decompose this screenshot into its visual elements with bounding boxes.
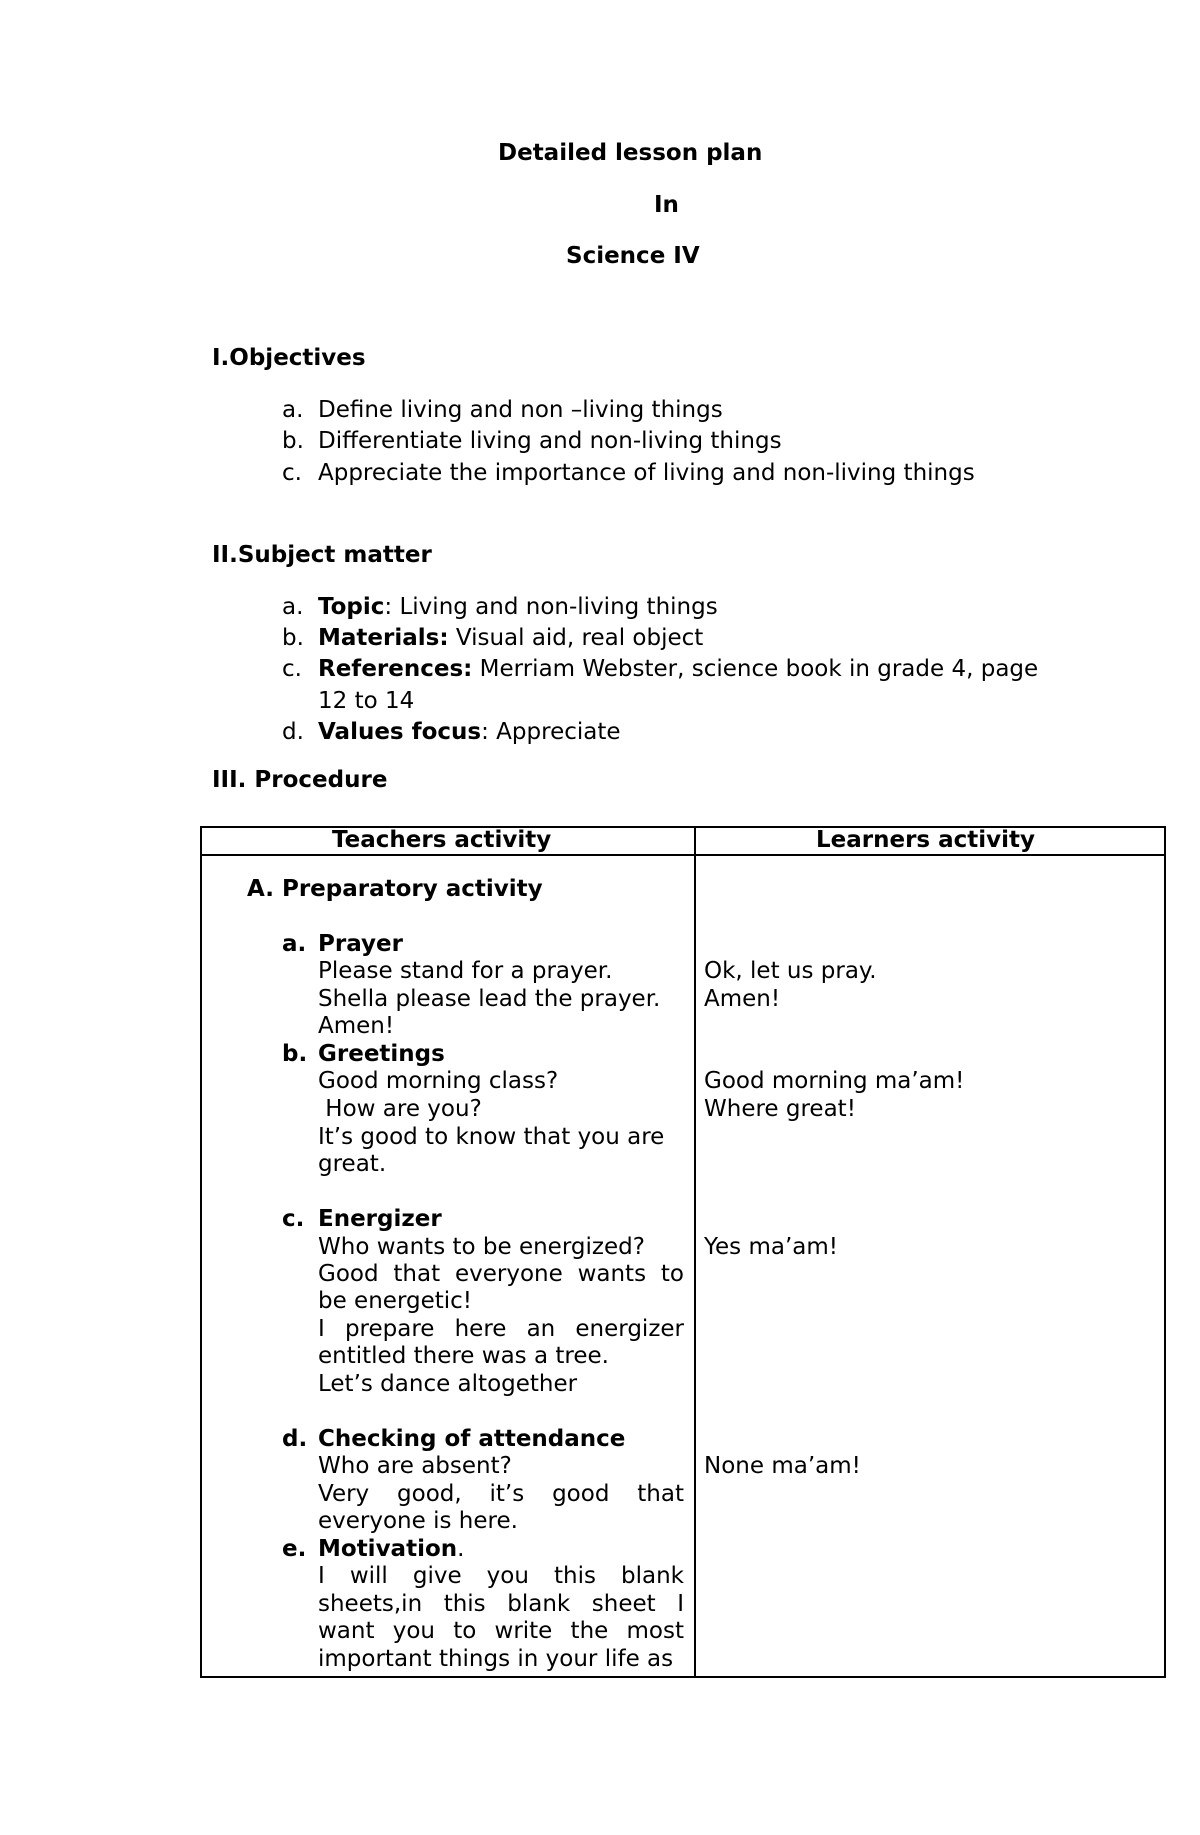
teacher-line: want you to write the most bbox=[318, 1618, 684, 1644]
section-preparatory: A. Preparatory activity bbox=[247, 876, 543, 902]
motivation-title-line bbox=[318, 1536, 464, 1564]
objective-text: Define living and non –living things bbox=[318, 397, 723, 423]
objective-text: Appreciate the importance of living and non-living things bbox=[318, 460, 975, 486]
energizer-title: Energizer bbox=[318, 1206, 442, 1232]
teacher-line: Let’s dance altogether bbox=[318, 1371, 578, 1397]
prayer-marker: a. bbox=[282, 931, 307, 957]
list-marker: c. bbox=[282, 656, 302, 682]
list-marker: a. bbox=[282, 397, 304, 423]
greetings-title: Greetings bbox=[318, 1041, 445, 1067]
column-header-teacher: Teachers activity bbox=[332, 827, 552, 853]
motivation-title: Motivation bbox=[318, 1536, 458, 1562]
teacher-line: Who wants to be energized? bbox=[318, 1234, 645, 1260]
prayer-title: Prayer bbox=[318, 931, 403, 957]
attendance-title: Checking of attendance bbox=[318, 1426, 626, 1452]
motivation-title-suffix: . bbox=[457, 1536, 465, 1562]
subject-label: Materials: bbox=[318, 625, 449, 651]
subject-value: Visual aid, real object bbox=[448, 625, 704, 651]
objective-text: Differentiate living and non-living things bbox=[318, 428, 782, 454]
greetings-marker: b. bbox=[282, 1041, 308, 1067]
subject-label: Values focus bbox=[318, 719, 482, 745]
list-marker: b. bbox=[282, 428, 304, 454]
doc-subject: Science IV bbox=[566, 243, 700, 269]
doc-title-in: In bbox=[654, 192, 679, 218]
teacher-line: I will give you this blank bbox=[318, 1563, 684, 1589]
list-marker: d. bbox=[282, 719, 304, 745]
learner-line: Yes ma’am! bbox=[704, 1234, 838, 1260]
learner-line: None ma’am! bbox=[704, 1453, 861, 1479]
teacher-line: everyone is here. bbox=[318, 1508, 518, 1534]
list-marker: a. bbox=[282, 594, 304, 620]
teacher-line: Shella please lead the prayer. bbox=[318, 986, 661, 1012]
teacher-line: Who are absent? bbox=[318, 1453, 512, 1479]
teacher-line: It’s good to know that you are bbox=[318, 1124, 665, 1150]
teacher-line: sheets,in this blank sheet I bbox=[318, 1591, 684, 1617]
subject-matter-heading: II.Subject matter bbox=[212, 542, 432, 568]
teacher-line: Please stand for a prayer. bbox=[318, 958, 613, 984]
teacher-line: Amen! bbox=[318, 1013, 395, 1039]
objectives-heading: I.Objectives bbox=[212, 345, 366, 371]
teacher-line: great. bbox=[318, 1151, 387, 1177]
table-header-divider bbox=[200, 854, 1166, 856]
doc-title: Detailed lesson plan bbox=[498, 140, 763, 166]
subject-value: Merriam Webster, science book in grade 4, page bbox=[472, 656, 1039, 682]
subject-value: : Appreciate bbox=[481, 719, 621, 745]
procedure-heading: III. Procedure bbox=[212, 767, 388, 793]
table-column-divider bbox=[694, 826, 696, 1678]
teacher-line: Very good, it’s good that bbox=[318, 1481, 684, 1507]
subject-label: Topic bbox=[318, 594, 385, 620]
teacher-line: entitled there was a tree. bbox=[318, 1343, 609, 1369]
subject-value: : Living and non-living things bbox=[384, 594, 718, 620]
teacher-line: Good morning class? bbox=[318, 1068, 559, 1094]
energizer-marker: c. bbox=[282, 1206, 305, 1232]
motivation-marker: e. bbox=[282, 1536, 307, 1562]
list-marker: b. bbox=[282, 625, 304, 651]
teacher-line: Good that everyone wants to bbox=[318, 1261, 684, 1287]
list-marker: c. bbox=[282, 460, 302, 486]
learner-line: Good morning ma’am! bbox=[704, 1068, 965, 1094]
learner-line: Ok, let us pray. bbox=[704, 958, 877, 984]
subject-label: References: bbox=[318, 656, 473, 682]
teacher-line: I prepare here an energizer bbox=[318, 1316, 684, 1342]
attendance-marker: d. bbox=[282, 1426, 308, 1452]
teacher-line: be energetic! bbox=[318, 1288, 473, 1314]
learner-line: Amen! bbox=[704, 986, 781, 1012]
teacher-line: How are you? bbox=[318, 1096, 482, 1122]
subject-item-continuation: 12 to 14 bbox=[318, 688, 415, 714]
learner-line: Where great! bbox=[704, 1096, 856, 1122]
column-header-learner: Learners activity bbox=[816, 827, 1036, 853]
teacher-line: important things in your life as bbox=[318, 1646, 674, 1672]
